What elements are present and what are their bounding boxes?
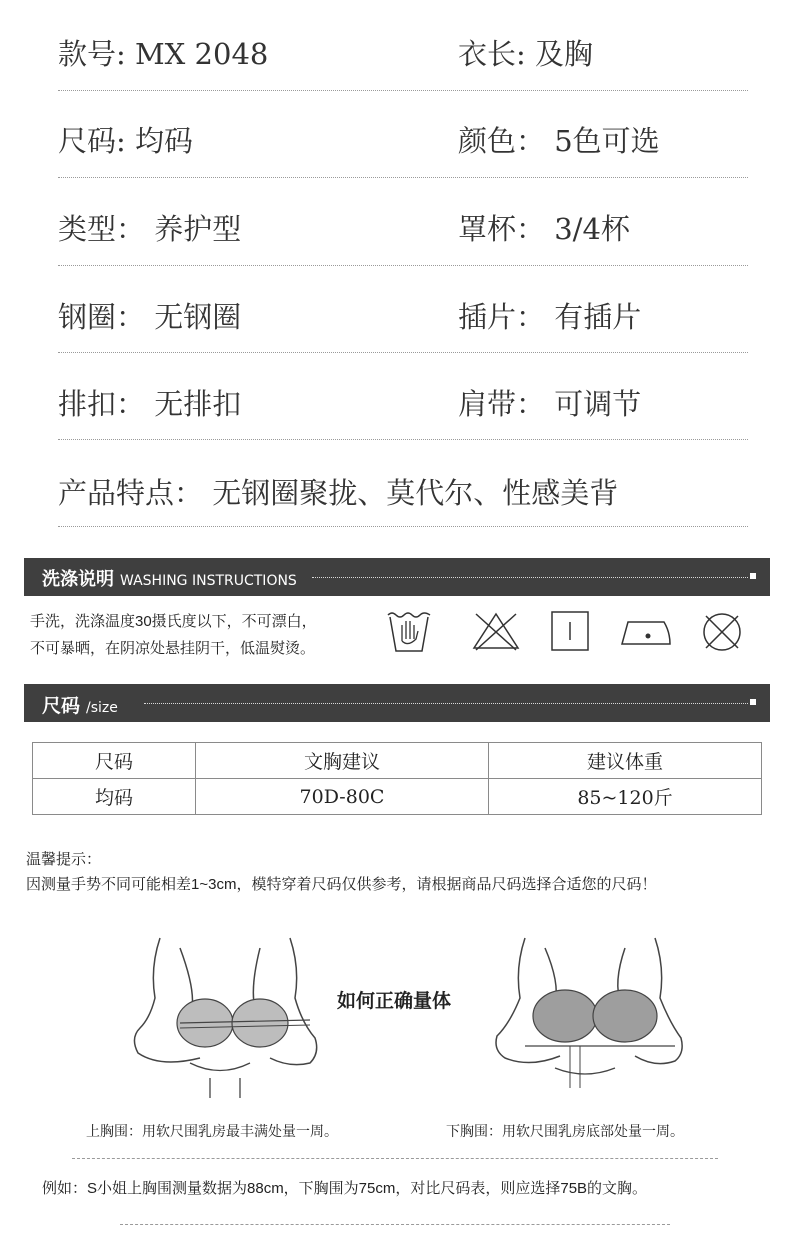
measure-heading: 如何正确量体	[337, 991, 452, 1012]
table-cell: 均码	[33, 779, 196, 815]
spec-row-3-right: 罩杯： 3/4杯	[458, 212, 630, 246]
spec-row-2-right: 颜色： 5色可选	[458, 124, 660, 158]
hand-wash-icon	[386, 607, 432, 655]
divider	[72, 1158, 718, 1159]
no-bleach-icon	[470, 610, 522, 652]
spec-row-1-left: 款号: MX 2048	[58, 37, 269, 71]
divider	[58, 177, 748, 178]
washing-text-line-2: 不可暴晒，在阴凉处悬挂阴干，低温熨烫。	[30, 640, 316, 657]
tip-title: 温馨提示：	[26, 851, 102, 868]
table-row	[33, 779, 762, 815]
washing-title	[42, 565, 297, 591]
spec-row-5-right: 肩带： 可调节	[458, 387, 642, 421]
upper-bust-illustration	[120, 928, 330, 1100]
washing-section-bar	[24, 558, 770, 596]
divider	[58, 352, 748, 353]
divider	[58, 439, 748, 440]
lower-bust-caption: 下胸围：用软尺围乳房底部处量一周。	[446, 1123, 684, 1139]
spec-row-4-right: 插片： 有插片	[458, 300, 642, 334]
bar-end-square	[750, 699, 756, 705]
line-dry-icon	[550, 610, 590, 652]
table-header-cell: 建议体重	[489, 743, 762, 779]
bar-end-square	[750, 573, 756, 579]
spec-row-2-left: 尺码: 均码	[58, 124, 193, 158]
washing-subtitle: WASHING INSTRUCTIONS	[120, 573, 297, 589]
tip-text: 因测量手势不同可能相差1~3cm，模特穿着尺码仅供参考，请根据商品尺码选择合适您的尺码！	[26, 876, 657, 893]
table-header-cell: 尺码	[33, 743, 196, 779]
divider	[58, 265, 748, 266]
bar-dotted-line	[312, 577, 748, 578]
table-cell: 85~120斤	[489, 779, 762, 815]
table-header-cell: 文胸建议	[196, 743, 489, 779]
lower-bust-illustration	[485, 928, 695, 1100]
upper-bust-caption: 上胸围：用软尺围乳房最丰满处量一周。	[86, 1123, 338, 1139]
washing-text-line-1: 手洗，洗涤温度30摄氏度以下，不可漂白，	[30, 613, 317, 630]
divider	[120, 1224, 670, 1225]
divider	[58, 90, 748, 91]
measure-example: 例如：S小姐上胸围测量数据为88cm，下胸围为75cm，对比尺码表，则应选择75B的文胸。	[42, 1180, 648, 1197]
size-title-label: 尺码	[42, 695, 81, 717]
size-section-bar	[24, 684, 770, 722]
product-features: 产品特点： 无钢圈聚拢、莫代尔、性感美背	[58, 476, 619, 510]
size-subtitle: /size	[86, 700, 118, 716]
table-cell: 70D-80C	[196, 779, 489, 815]
size-title	[42, 691, 118, 718]
spec-row-4-left: 钢圈： 无钢圈	[58, 300, 242, 334]
spec-row-1-right: 衣长: 及胸	[458, 37, 593, 71]
low-iron-icon	[618, 614, 674, 648]
table-header-row	[33, 743, 762, 779]
spec-row-5-left: 排扣： 无排扣	[58, 387, 242, 421]
spec-row-3-left: 类型： 养护型	[58, 212, 242, 246]
divider	[58, 526, 748, 527]
no-dry-clean-icon	[700, 610, 744, 654]
size-table	[32, 742, 762, 815]
washing-title-label: 洗涤说明	[42, 569, 114, 590]
bar-dotted-line	[144, 703, 748, 704]
